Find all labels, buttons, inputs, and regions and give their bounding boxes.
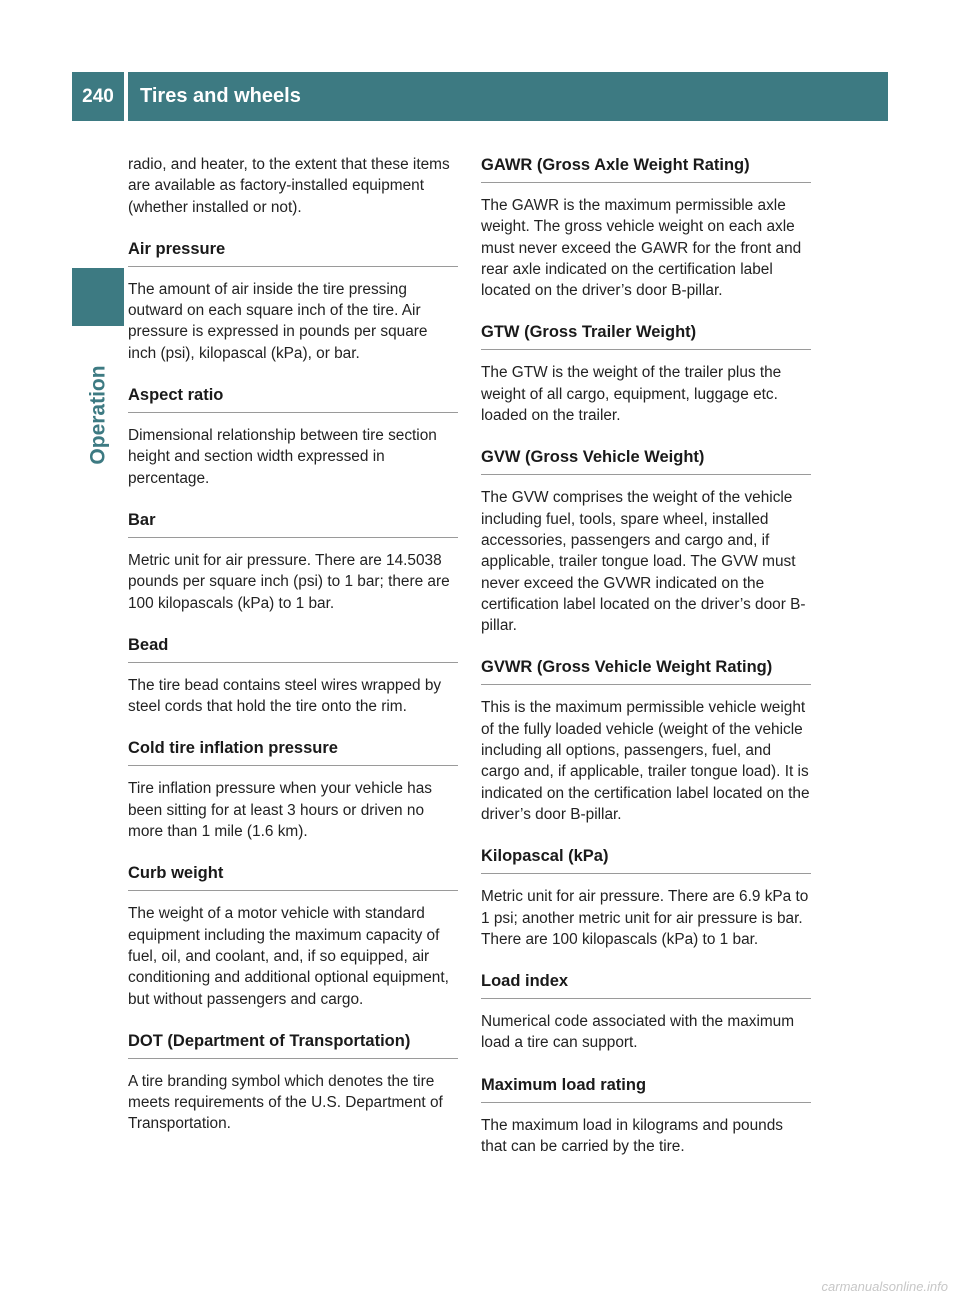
term-heading: Load index bbox=[481, 970, 811, 999]
term-definition: The weight of a motor vehicle with standard equipment including the maximum capacity of fuel, oil, and coolant, and, if so equipped, air conditioning and additional optional equipment, but without passengers and cargo. bbox=[128, 905, 449, 1008]
term-heading: GVW (Gross Vehicle Weight) bbox=[481, 446, 811, 475]
term-definition: The GTW is the weight of the trailer plus the weight of all cargo, equipment, luggage etc. loaded on the trailer. bbox=[481, 364, 782, 425]
term-heading: Maximum load rating bbox=[481, 1074, 811, 1103]
term-definition: The tire bead contains steel wires wrapped by steel cords that hold the tire onto the rim. bbox=[128, 676, 442, 716]
term-heading: GTW (Gross Trailer Weight) bbox=[481, 321, 811, 350]
term-definition: A tire branding symbol which denotes the tire meets requirements of the U.S. Department of Transportation. bbox=[128, 1072, 443, 1133]
term-definition: The amount of air inside the tire pressing outward on each square inch of the tire. Air pressure is expressed in pounds per square inch (psi), kilopascal (kPa), or bar. bbox=[128, 280, 428, 362]
term-definition: The GVW comprises the weight of the vehicle including fuel, tools, spare wheel, installed accessories, passengers and cargo and, if applicable, trailer tongue load. The GVW must never exceed the GVWR indicated on the certification label located on the driver’s door B-pillar. bbox=[481, 489, 806, 635]
term-definition: The GAWR is the maximum permissible axle weight. The gross vehicle weight on each axle must never exceed the GAWR for the front and rear axle indicated on the certification label located on the driver’s door B-pillar. bbox=[481, 197, 802, 300]
term-heading: Bead bbox=[128, 634, 458, 663]
section-title: Tires and wheels bbox=[140, 85, 301, 107]
side-tab-label: Operation bbox=[87, 365, 110, 465]
left-column bbox=[128, 154, 458, 1135]
term-heading: Kilopascal (kPa) bbox=[481, 845, 811, 874]
side-tab bbox=[79, 340, 119, 490]
side-marker-block bbox=[72, 268, 124, 326]
term-heading: Air pressure bbox=[128, 238, 458, 267]
term-heading: Curb weight bbox=[128, 862, 458, 891]
term-heading: DOT (Department of Transportation) bbox=[128, 1030, 458, 1059]
intro-text: radio, and heater, to the extent that these items are available as factory-installed equipment (whether installed or not). bbox=[128, 156, 450, 216]
right-column bbox=[481, 154, 811, 1157]
term-definition: Numerical code associated with the maximum load a tire can support. bbox=[481, 1013, 795, 1052]
term-definition: The maximum load in kilograms and pounds that can be carried by the tire. bbox=[481, 1116, 783, 1156]
watermark: carmanualsonline.info bbox=[821, 1279, 948, 1294]
term-definition: Dimensional relationship between tire section height and section width expressed in percentage. bbox=[128, 427, 437, 487]
term-heading: Cold tire inflation pressure bbox=[128, 737, 458, 766]
term-definition: This is the maximum permissible vehicle weight of the fully loaded vehicle (weight of the vehicle including all options, passengers, fuel, and cargo and, if applicable, trailer tongue load). It is indicated on the certification label located on the driver’s door B-pillar. bbox=[481, 699, 810, 823]
page-number: 240 bbox=[82, 85, 114, 107]
term-heading: Aspect ratio bbox=[128, 384, 458, 413]
term-heading: GVWR (Gross Vehicle Weight Rating) bbox=[481, 656, 811, 685]
term-heading: GAWR (Gross Axle Weight Rating) bbox=[481, 154, 811, 183]
term-definition: Metric unit for air pressure. There are 14.5038 pounds per square inch (psi) to 1 bar; there are 100 kilopascals (kPa) to 1 bar. bbox=[128, 551, 450, 612]
term-definition: Tire inflation pressure when your vehicle has been sitting for at least 3 hours or driven no more than 1 mile (1.6 km). bbox=[128, 780, 432, 841]
term-heading: Bar bbox=[128, 509, 458, 538]
term-definition: Metric unit for air pressure. There are 6.9 kPa to 1 psi; another metric unit for air pressure is bar. There are 100 kilopascals (kPa) to 1 bar. bbox=[481, 888, 809, 948]
header-divider bbox=[124, 72, 128, 121]
